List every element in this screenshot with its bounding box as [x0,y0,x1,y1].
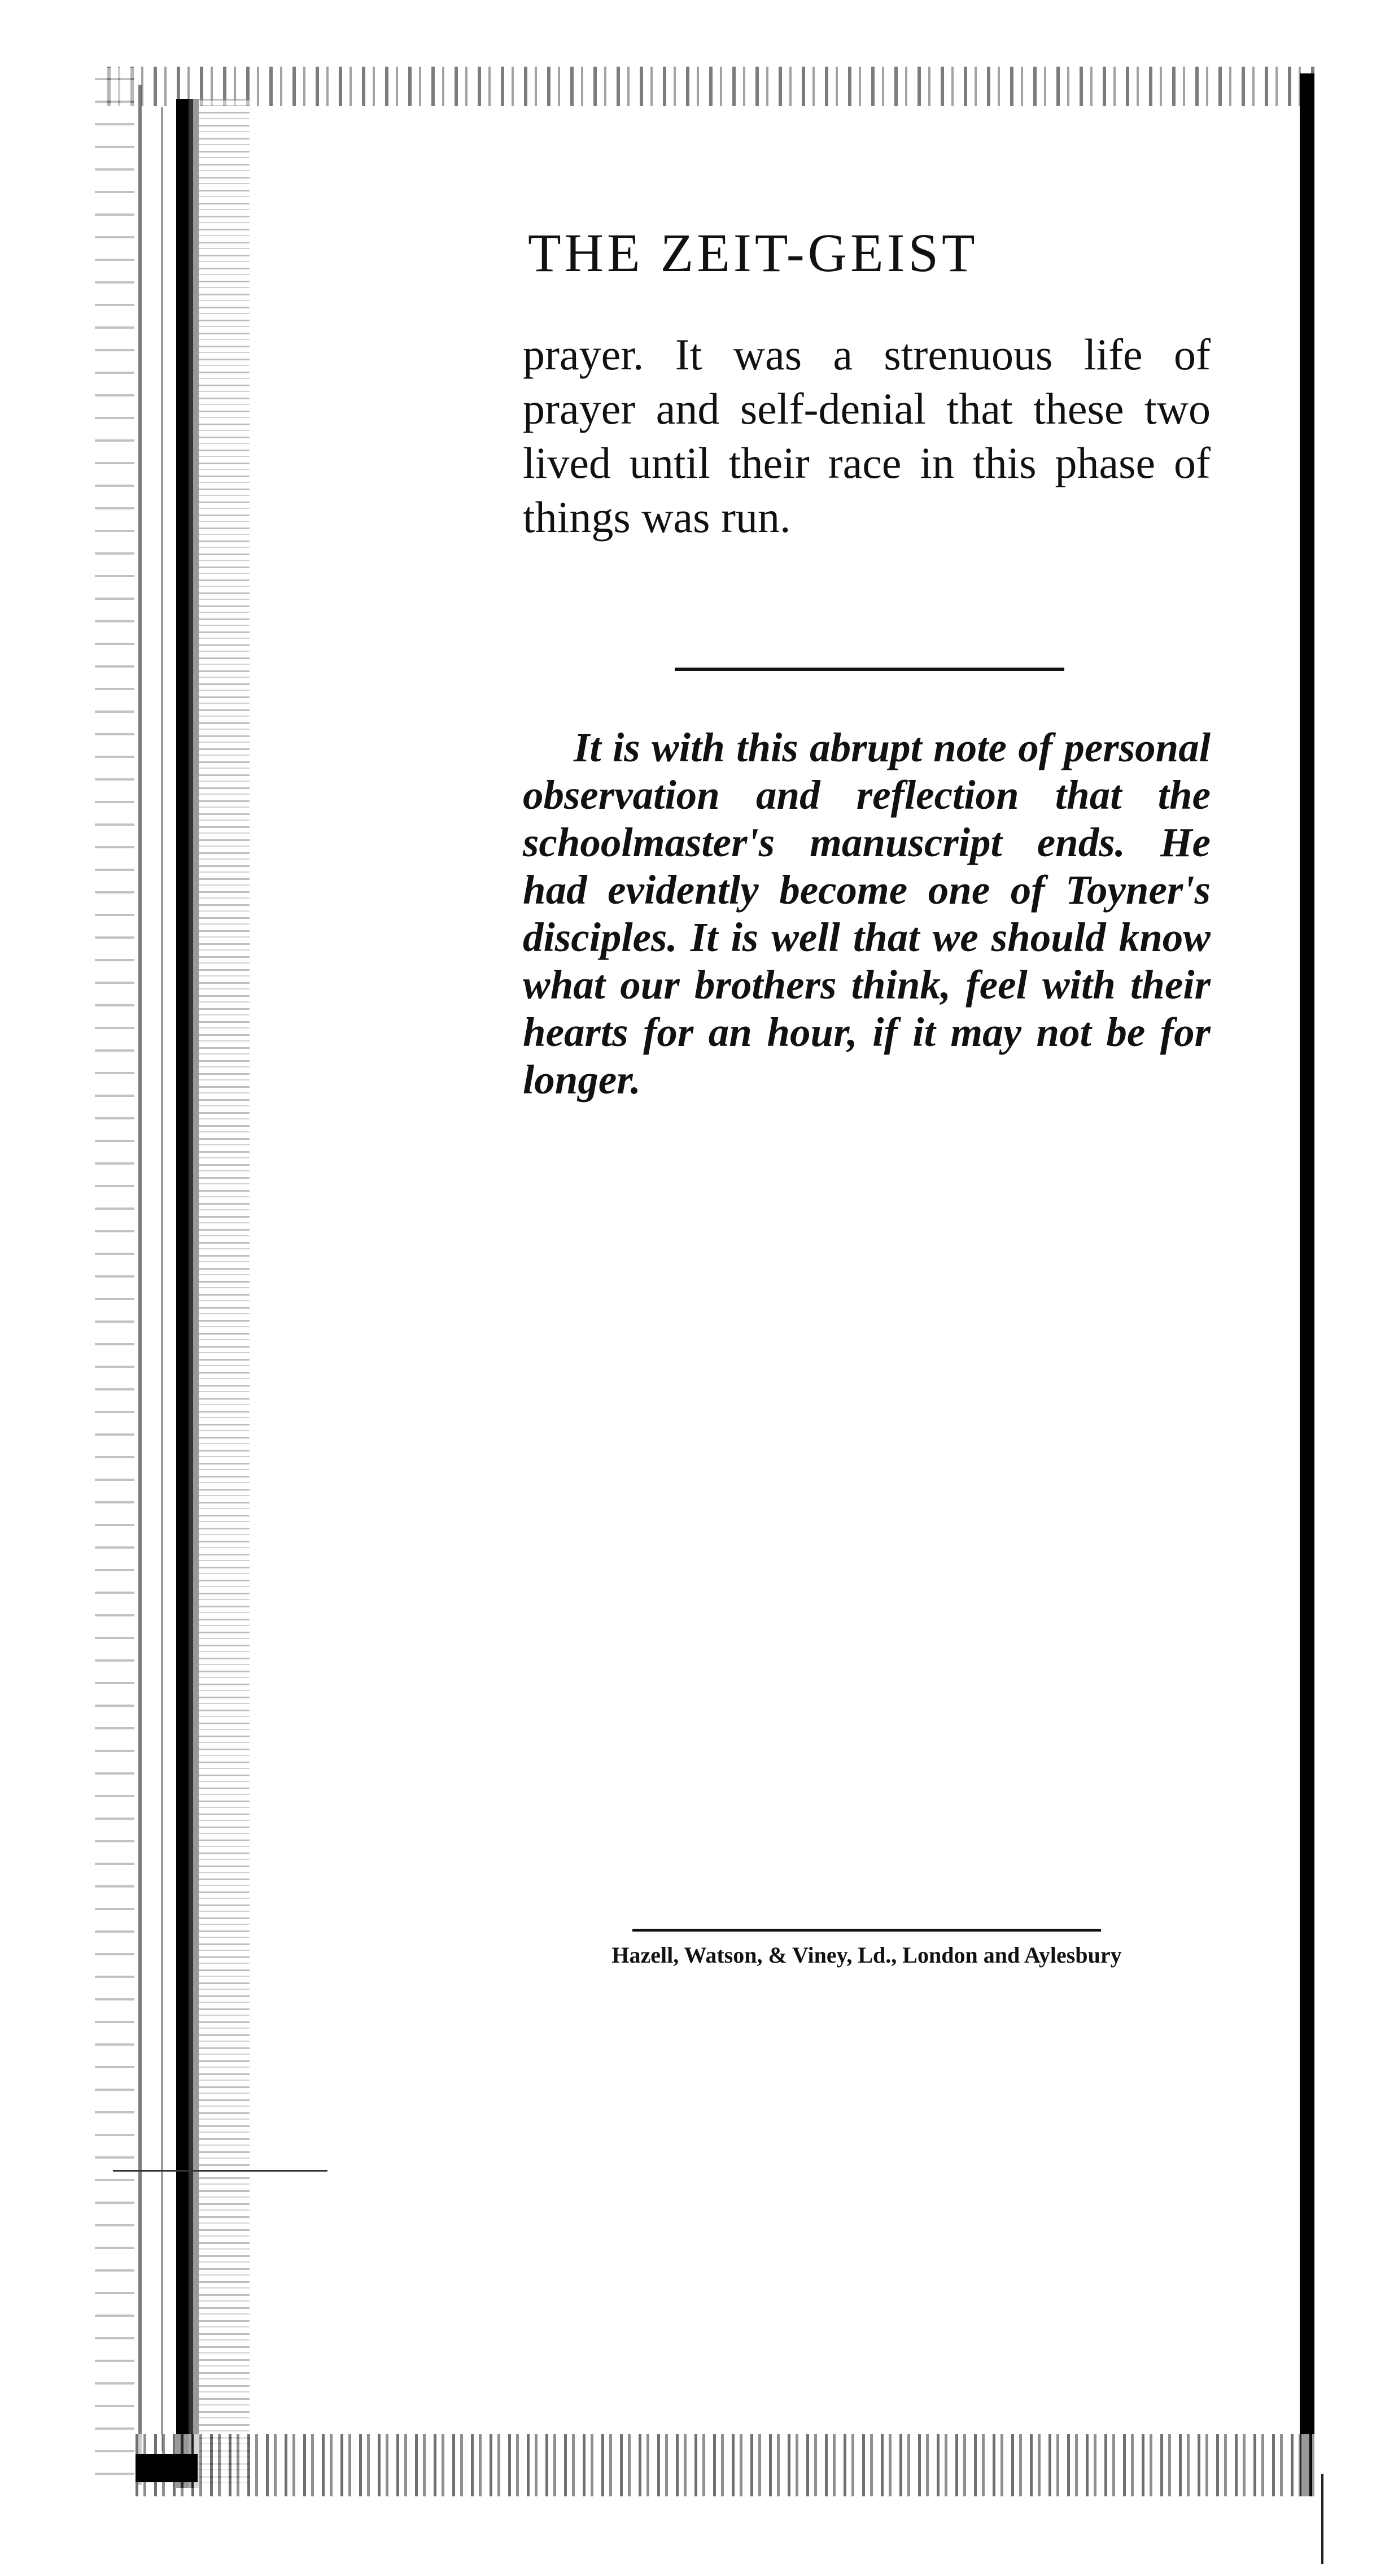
scan-edge-bottom [136,2434,1316,2496]
editor-note-paragraph: It is with this abrupt note of personal observation and reflection that the schoolmaster's manuscript ends. He had evidently become one of Toyner's disciples. It is well that we should know what our brothers think, feel with their hearts for an hour, if it may not be for longer. [523,725,1211,1102]
scan-edge-top [107,67,1321,106]
scan-margin-mark [113,2170,327,2172]
scan-edge-left-outer [95,68,134,2485]
scan-edge-left-noise [199,99,250,2488]
scan-edge-right-bar [1300,73,1314,2496]
section-divider [675,668,1064,671]
scan-edge-left-line [138,85,142,2485]
scan-edge-right-line [1321,2474,1323,2564]
colophon-divider [632,1929,1101,1932]
scan-corner-block [136,2454,198,2482]
printer-colophon: Hazell, Watson, & Viney, Ld., London and Aylesbury [611,1942,1122,1968]
scan-edge-binding-shadow [176,99,199,2488]
body-paragraph: prayer. It was a strenuous life of prayer and self-denial that these two lived until their race in this phase of things was run. [523,330,1211,542]
scan-edge-left-line [161,107,163,2451]
running-head: THE ZEIT-GEIST [528,223,978,283]
